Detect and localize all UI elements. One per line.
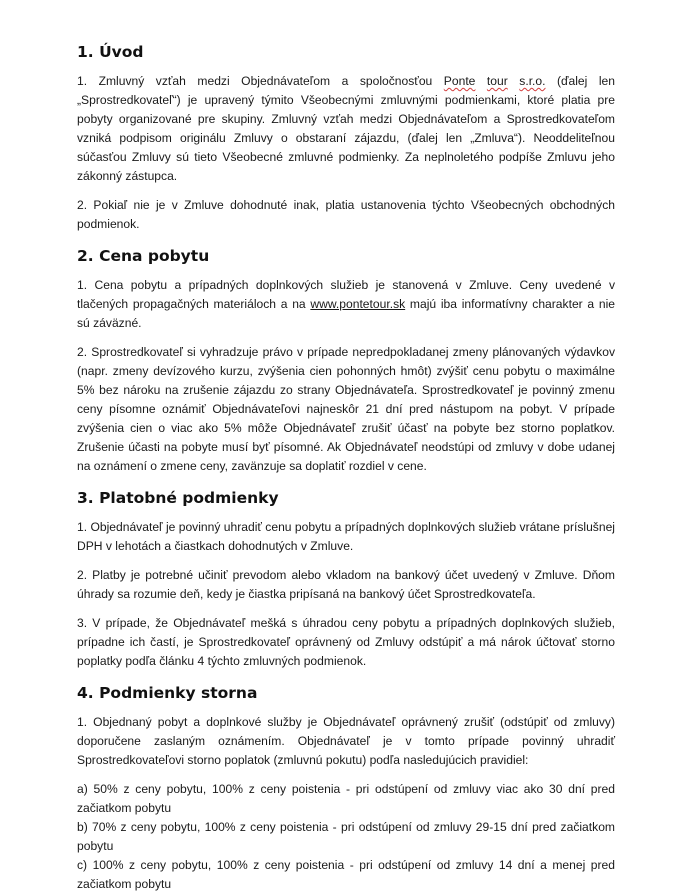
- text: 1. Cena pobytu a prípadných doplnkových služieb je stanovená v Zmluve. Ceny uvedené v tlačených propagačných materiáloch a na: [77, 278, 615, 311]
- list-item: c) 100% z ceny pobytu, 100% z ceny poistenia - pri odstúpení od zmluvy 14 dní a menej pred začiatkom pobytu: [77, 858, 615, 891]
- paragraph: 2. Pokiaľ nie je v Zmluve dohodnuté inak, platia ustanovenia týchto Všeobecných obchodných podmienok.: [77, 198, 615, 231]
- paragraph: 2. Sprostredkovateľ si vyhradzuje právo v prípade nepredpokladanej zmeny plánovaných výdavkov (napr. zmeny devízového kurzu, zvýšenia cien pohonných hmôt) zvýšiť cenu pobytu o maximálne 5% bez nároku na zrušenie zájazdu zo strany Objednávateľa. Sprostredkovateľ je povinný zmenu ceny písomne oznámiť Objednávateľovi najneskôr 21 dní pred nástupom na pobyt. V prípade zvýšenia cien o viac ako 5% môže Objednávateľ zrušiť účasť na pobyte bez storno poplatkov. Zrušenie účasti na pobyte musí byť písomné. Ak Objednávateľ neodstúpi od zmluvy v dobe udanej na oznámení o zmene ceny, zavänzuje sa doplatiť rozdiel v cene.: [77, 345, 615, 473]
- paragraph: 3. V prípade, že Objednávateľ mešká s úhradou ceny pobytu a prípadných doplnkových služieb, prípadne ich častí, je Sprostredkovateľ oprávnený od Zmluvy odstúpiť a má nárok účtovať storno poplatky podľa článku 4 týchto zmluvných podmienok.: [77, 616, 615, 668]
- list-item: b) 70% z ceny pobytu, 100% z ceny poistenia - pri odstúpení od zmluvy 29-15 dní pred začiatkom pobytu: [77, 820, 615, 853]
- section-cena-pobytu: [77, 244, 615, 476]
- section-heading: 2. Cena pobytu: [77, 247, 210, 265]
- company-name-ponte: Ponte: [443, 74, 476, 88]
- paragraph: [77, 276, 615, 333]
- text: 1. Zmluvný vzťah medzi Objednávateľom a spoločnosťou: [77, 74, 444, 88]
- paragraph: 1. Objednaný pobyt a doplnkové služby je Objednávateľ oprávnený zrušiť (odstúpiť od zmluvy) doporučene zaslaným oznámením. Objednávateľ je v tomto prípade povinný uhradiť Sprostredkovateľovi storno poplatok (zmluvnú pokutu) podľa nasledujúcich pravidiel:: [77, 715, 615, 767]
- section-heading: 4. Podmienky storna: [77, 684, 258, 702]
- section-heading: 1. Úvod: [77, 43, 144, 61]
- paragraph: 1. Objednávateľ je povinný uhradiť cenu pobytu a prípadných doplnkových služieb vrátane príslušnej DPH v lehotách a čiastkach dohodnutých v Zmluve.: [77, 520, 615, 553]
- section-podmienky-storna: [77, 681, 615, 894]
- section-platobne-podmienky: [77, 486, 615, 671]
- paragraph: [77, 72, 615, 186]
- section-heading: 3. Platobné podmienky: [77, 489, 279, 507]
- space: [475, 74, 487, 88]
- website-link[interactable]: www.pontetour.sk: [310, 297, 406, 311]
- space: [508, 74, 520, 88]
- storno-list: [77, 780, 615, 894]
- text: (ďalej len „Sprostredkovateľ“) je upravený týmito Všeobecnými zmluvnými podmienkami, ktoré platia pre pobyty organizované pre skupiny. Zmluvný vzťah medzi Objednávateľom a Sprostredkovateľom vzniká podpisom originálu Zmluvy o obstaraní zájazdu, (ďalej len „Zmluva“). Neoddeliteľnou súčasťou Zmluvy sú tieto Všeobecné zmluvné podmienky. Za neplnoletého podpíše Zmluvu jeho zákonný zástupca.: [77, 74, 615, 183]
- section-uvod: [77, 40, 615, 234]
- company-name-tour: tour: [486, 74, 508, 88]
- text: majú iba informatívny charakter a nie sú záväzné.: [77, 297, 616, 330]
- company-name-sro: s.r.o.: [519, 74, 546, 88]
- paragraph: 2. Platby je potrebné učiniť prevodom alebo vkladom na bankový účet uvedený v Zmluve. Dňom úhrady sa rozumie deň, kedy je čiastka pripísaná na bankový účet Sprostredkovateľa.: [77, 568, 615, 601]
- list-item: a) 50% z ceny pobytu, 100% z ceny poistenia - pri odstúpení od zmluvy viac ako 30 dní pred začiatkom pobytu: [77, 782, 615, 815]
